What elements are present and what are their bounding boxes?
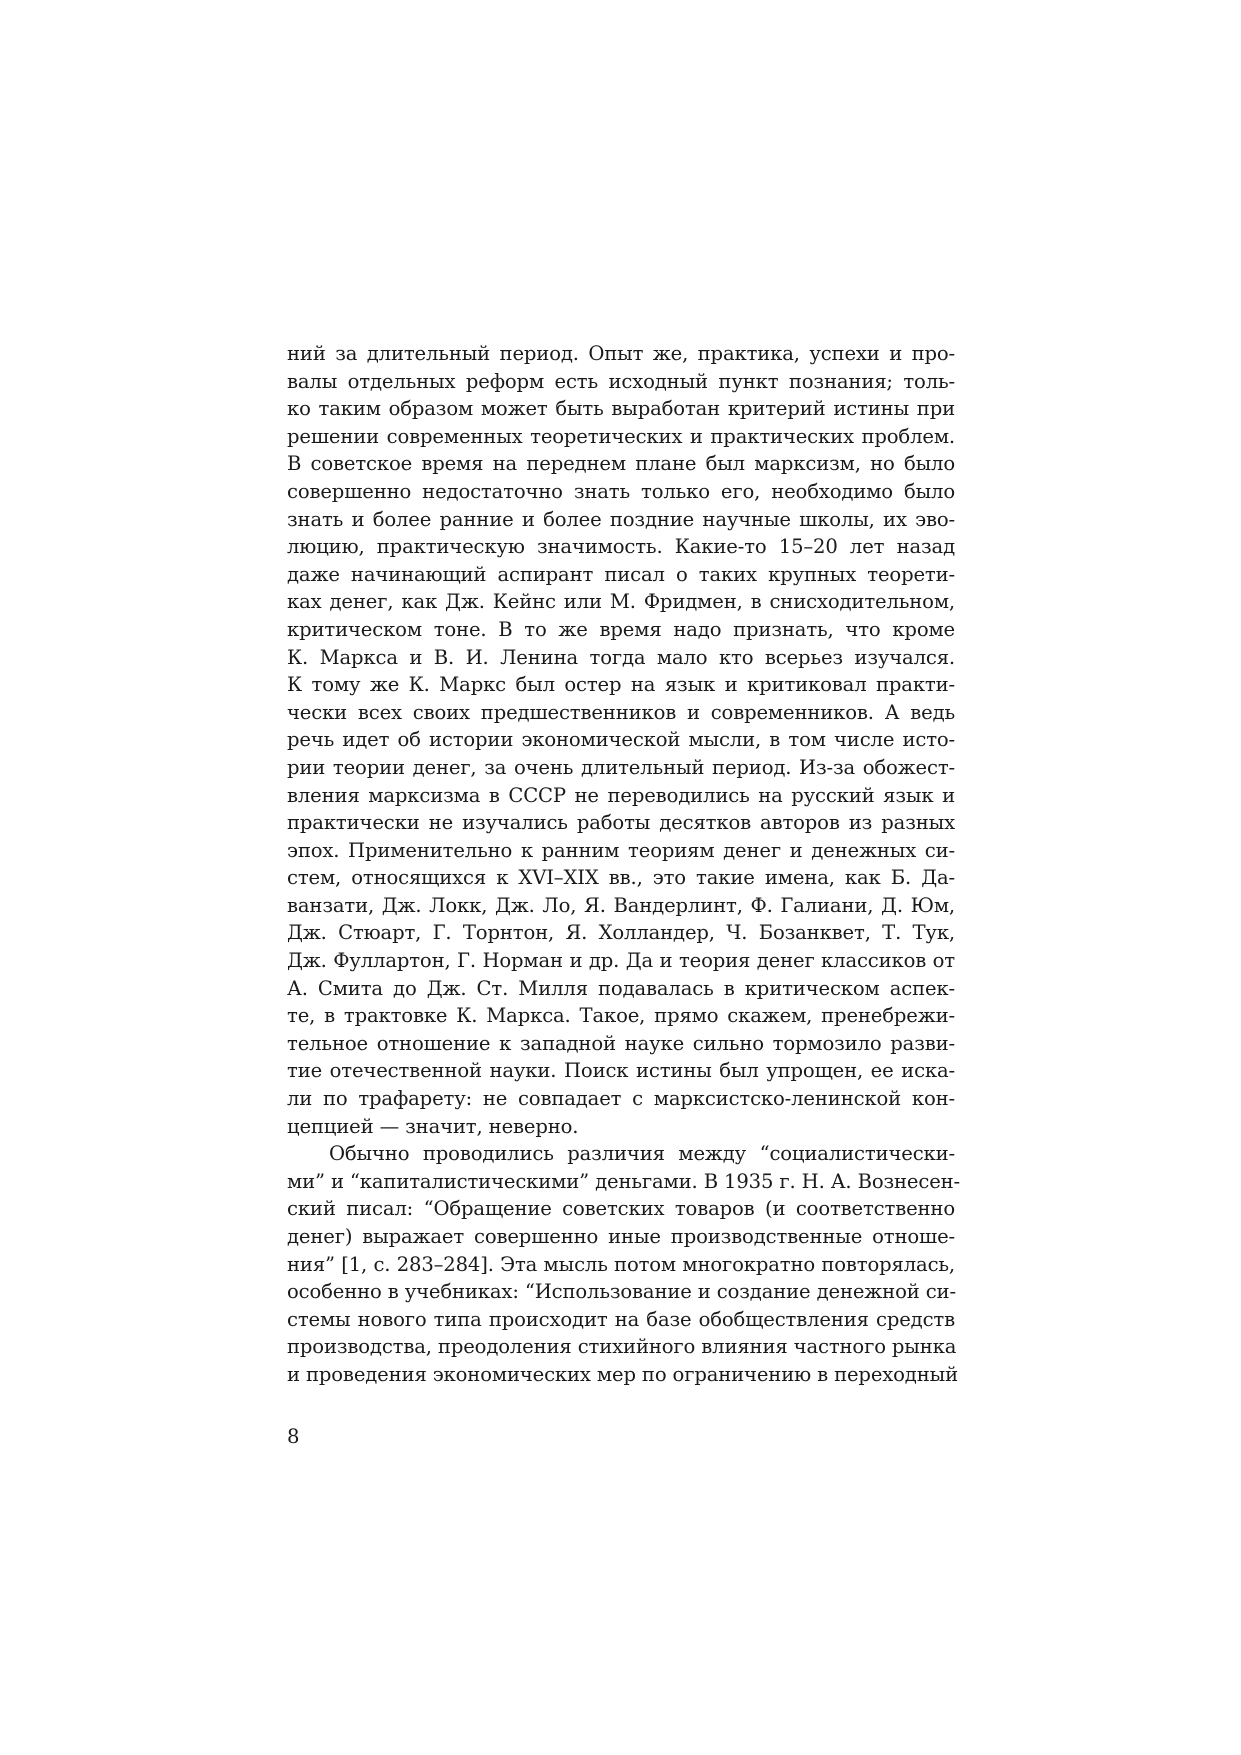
text-line: К тому же К. Маркс был остер на язык и критиковал практи-: [287, 673, 955, 697]
text-line: ко таким образом может быть выработан критерий истины при: [287, 397, 955, 421]
text-line: стем, относящихся к XVI–XIX вв., это такие имена, как Б. Да-: [287, 866, 955, 890]
text-line: эпох. Применительно к ранним теориям денег и денежных си-: [287, 838, 955, 862]
text-line: чески всех своих предшественников и современников. А ведь: [287, 700, 955, 724]
text-line: и проведения экономических мер по ограничению в переходный: [287, 1362, 958, 1386]
text-line: особенно в учебниках: “Использование и создание денежной си-: [287, 1280, 956, 1304]
text-line: люцию, практическую значимость. Какие-то 15–20 лет назад: [287, 535, 955, 559]
text-line: ванзати, Дж. Локк, Дж. Ло, Я. Вандерлинт, Ф. Галиани, Д. Юм,: [287, 893, 955, 917]
text-line: ках денег, как Дж. Кейнс или М. Фридмен, в снисходительном,: [287, 590, 955, 614]
text-line: те, в трактовке К. Маркса. Такое, прямо скажем, пренебрежи-: [287, 1004, 955, 1028]
text-line: практически не изучались работы десятков авторов из разных: [287, 811, 955, 835]
text-line: ния” [1, с. 283–284]. Эта мысль потом многократно повторялась,: [287, 1252, 955, 1276]
text-line: производства, преодоления стихийного влияния частного рынка: [287, 1335, 957, 1359]
text-line: В советское время на переднем плане был марксизм, но было: [287, 452, 955, 476]
text-line: критическом тоне. В то же время надо признать, что кроме: [287, 617, 955, 641]
paragraph-start-line: Обычно проводились различия между “социалистически-: [329, 1142, 955, 1166]
text-line: речь идет об истории экономической мысли, в том числе исто-: [287, 728, 955, 752]
text-line: решении современных теоретических и практических проблем.: [287, 424, 955, 448]
text-line: ский писал: “Обращение советских товаров (и соответственно: [287, 1197, 955, 1221]
text-line: рии теории денег, за очень длительный период. Из-за обожест-: [287, 755, 955, 779]
text-line: А. Смита до Дж. Ст. Милля подавалась в критическом аспек-: [287, 976, 955, 1000]
text-line: тельное отношение к западной науке сильно тормозило разви-: [287, 1031, 955, 1055]
paragraph-end-line: цепцией — значит, неверно.: [287, 1114, 579, 1138]
text-line: вления марксизма в СССР не переводились на русский язык и: [287, 783, 955, 807]
text-line: тие отечественной науки. Поиск истины был упрощен, ее иска-: [287, 1059, 955, 1083]
text-line: ний за длительный период. Опыт же, практика, успехи и про-: [287, 342, 955, 365]
text-line: знать и более ранние и более поздние научные школы, их эво-: [287, 507, 955, 531]
text-line: К. Маркса и В. И. Ленина тогда мало кто всерьез изучался.: [287, 645, 955, 669]
text-line: Дж. Стюарт, Г. Торнтон, Я. Холландер, Ч. Бозанквет, Т. Тук,: [287, 921, 955, 945]
text-line: совершенно недостаточно знать только его, необходимо было: [287, 479, 955, 503]
text-line: валы отдельных реформ есть исходный пункт познания; толь-: [287, 369, 955, 393]
text-line: даже начинающий аспирант писал о таких крупных теорети-: [287, 562, 955, 586]
body-text: [287, 340, 961, 1389]
page-number: 8: [287, 1425, 300, 1448]
text-line: ли по трафарету: не совпадает с марксистско-ленинской кон-: [287, 1087, 955, 1111]
text-line: стемы нового типа происходит на базе обобществления средств: [287, 1307, 955, 1331]
text-line: денег) выражает совершенно иные производственные отноше-: [287, 1225, 955, 1248]
text-line: Дж. Фуллартон, Г. Норман и др. Да и теория денег классиков от: [287, 949, 955, 973]
text-line: ми” и “капиталистическими” деньгами. В 1935 г. Н. А. Вознесен-: [287, 1169, 961, 1193]
